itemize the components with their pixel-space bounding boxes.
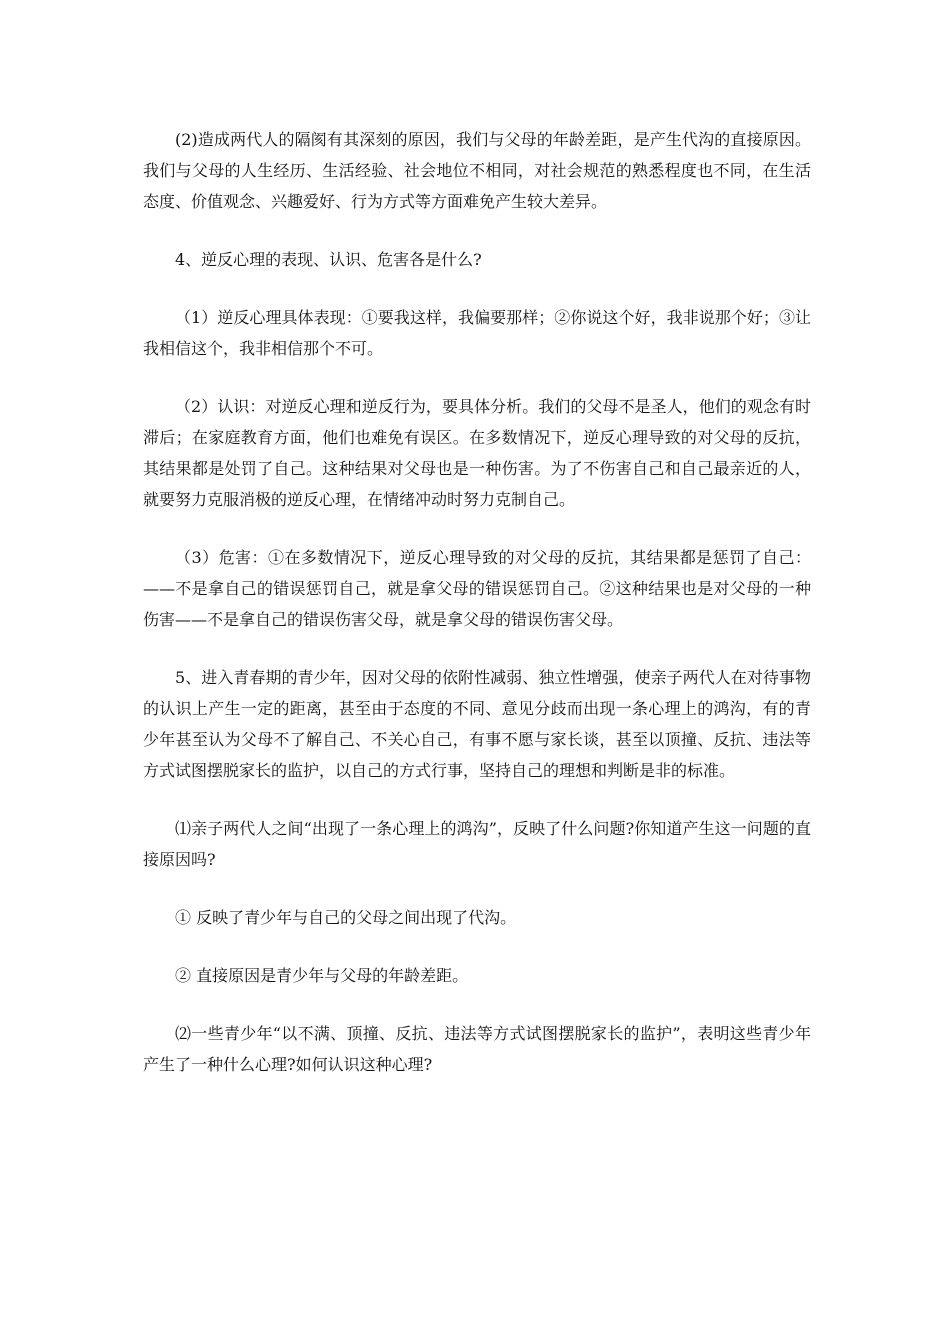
question-5-part-2: ⑵一些青少年“以不满、顶撞、反抗、违法等方式试图摆脱家长的监护”，表明这些青少年产生了一种什么心理?如何认识这种心理? — [143, 1024, 811, 1074]
paragraph-rebellious-understanding: （2）认识：对逆反心理和逆反行为，要具体分析。我们的父母不是圣人，他们的观念有时滞后；在家庭教育方面，他们也难免有误区。在多数情况下，逆反心理导致的对父母的反抗，其结果都是处罚了自己。这种结果对父母也是一种伤害。为了不伤害自己和自己最亲近的人，就要努力克服消极的逆反心理，在情绪冲动时努力克制自己。 — [143, 397, 811, 509]
question-5-part-1: ⑴亲子两代人之间“出现了一条心理上的鸿沟”，反映了什么问题?你知道产生这一问题的直接原因吗? — [143, 819, 811, 869]
paragraph-rebellious-manifestations: （1）逆反心理具体表现：①要我这样，我偏要那样；②你说这个好，我非说那个好；③让我相信这个，我非相信那个不可。 — [143, 308, 811, 358]
answer-5-1-point-1: ① 反映了青少年与自己的父母之间出现了代沟。 — [175, 908, 517, 927]
question-5-scenario: 5、进入青春期的青少年，因对父母的依附性减弱、独立性增强，使亲子两代人在对待事物的认识上产生一定的距离，甚至由于态度的不同、意见分歧而出现一条心理上的鸿沟，有的青少年甚至认为父母不了解自己、不关心自己，有事不愿与家长谈，甚至以顶撞、反抗、违法等方式试图摆脱家长的监护，以自己的方式行事，坚持自己的理想和判断是非的标准。 — [143, 668, 811, 780]
document-body — [143, 124, 811, 1107]
paragraph-generation-gap-causes: (2)造成两代人的隔阂有其深刻的原因，我们与父母的年龄差距，是产生代沟的直接原因。我们与父母的人生经历、生活经验、社会地位不相同，对社会规范的熟悉程度也不同，在生活态度、价值观念、兴趣爱好、行为方式等方面难免产生较大差异。 — [143, 130, 811, 211]
answer-5-1-point-2: ② 直接原因是青少年与父母的年龄差距。 — [175, 966, 469, 985]
paragraph-rebellious-harm: （3）危害：①在多数情况下，逆反心理导致的对父母的反抗，其结果都是惩罚了自己：——不是拿自己的错误惩罚自己，就是拿父母的错误惩罚自己。②这种结果也是对父母的一种伤害——不是拿自己的错误伤害父母，就是拿父母的错误伤害父母。 — [143, 548, 811, 629]
question-4-heading: 4、逆反心理的表现、认识、危害各是什么? — [175, 250, 482, 269]
